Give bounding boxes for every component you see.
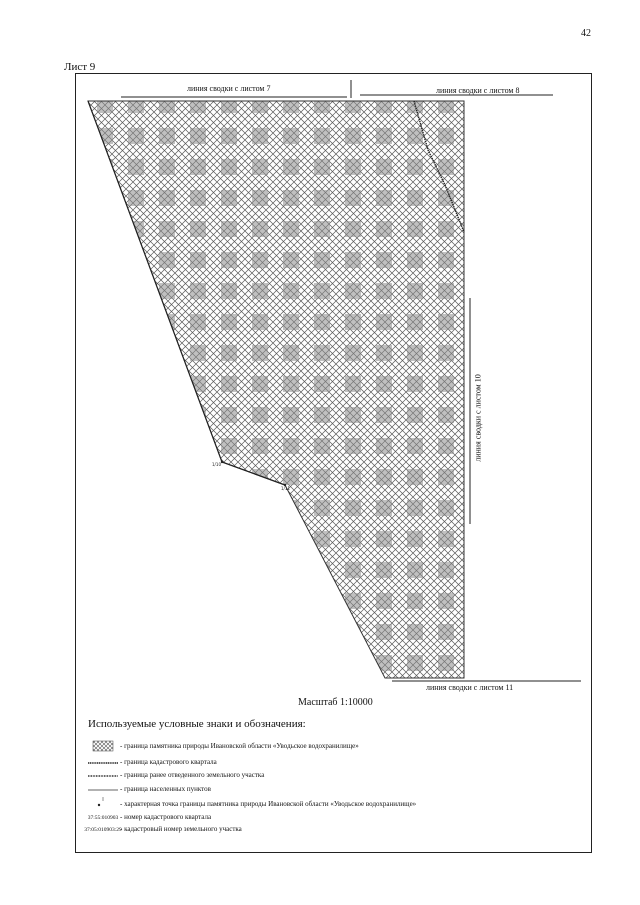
legend-plot-code: 37:05:010903:29: [84, 827, 122, 833]
legend-item-nature-monument: [88, 741, 568, 753]
map-scale: Масштаб 1:10000: [298, 697, 373, 708]
legend-item-quarter-number: [88, 812, 568, 824]
legend-text: - граница населенных пунктов: [120, 785, 211, 793]
sheet-label: Лист 9: [64, 61, 96, 73]
legend-quarter-code: 37:55:010903: [87, 815, 119, 821]
legend-text: - граница ранее отведенного земельного участка: [120, 771, 265, 779]
legend-item-plot-number: [84, 824, 568, 836]
tie-label-sheet10: линия сводки с листом 10: [473, 374, 483, 462]
tie-label-sheet11: линия сводки с листом 11: [426, 683, 514, 692]
boundary-point-1: [221, 461, 223, 463]
legend-text: - кадастровый номер земельного участка: [120, 825, 242, 833]
legend-title: Используемые условные знаки и обозначения:: [88, 718, 306, 730]
legend-text: - граница кадастрового квартала: [120, 758, 217, 766]
tie-label-sheet7: линия сводки с листом 7: [187, 84, 271, 93]
nature-monument-area: [80, 95, 470, 685]
legend-item-settlement: [88, 784, 568, 796]
legend-item-land-plot: [88, 770, 568, 782]
legend-text: - граница памятника природы Ивановской области «Уводьское водохранилище»: [120, 742, 359, 750]
point-label-1: 1/10: [212, 462, 221, 467]
tie-label-sheet8: линия сводки с листом 8: [436, 86, 520, 95]
legend-text: - номер кадастрового квартала: [120, 813, 212, 821]
legend-text: - характерная точка границы памятника природы Ивановской области «Уводьское водохранилище»: [120, 800, 417, 808]
page-number: 42: [581, 28, 591, 39]
legend-item-boundary-point: [88, 799, 568, 811]
point-label-2: 1/11: [281, 486, 290, 491]
legend-item-cadastral-quarter: [88, 757, 568, 769]
